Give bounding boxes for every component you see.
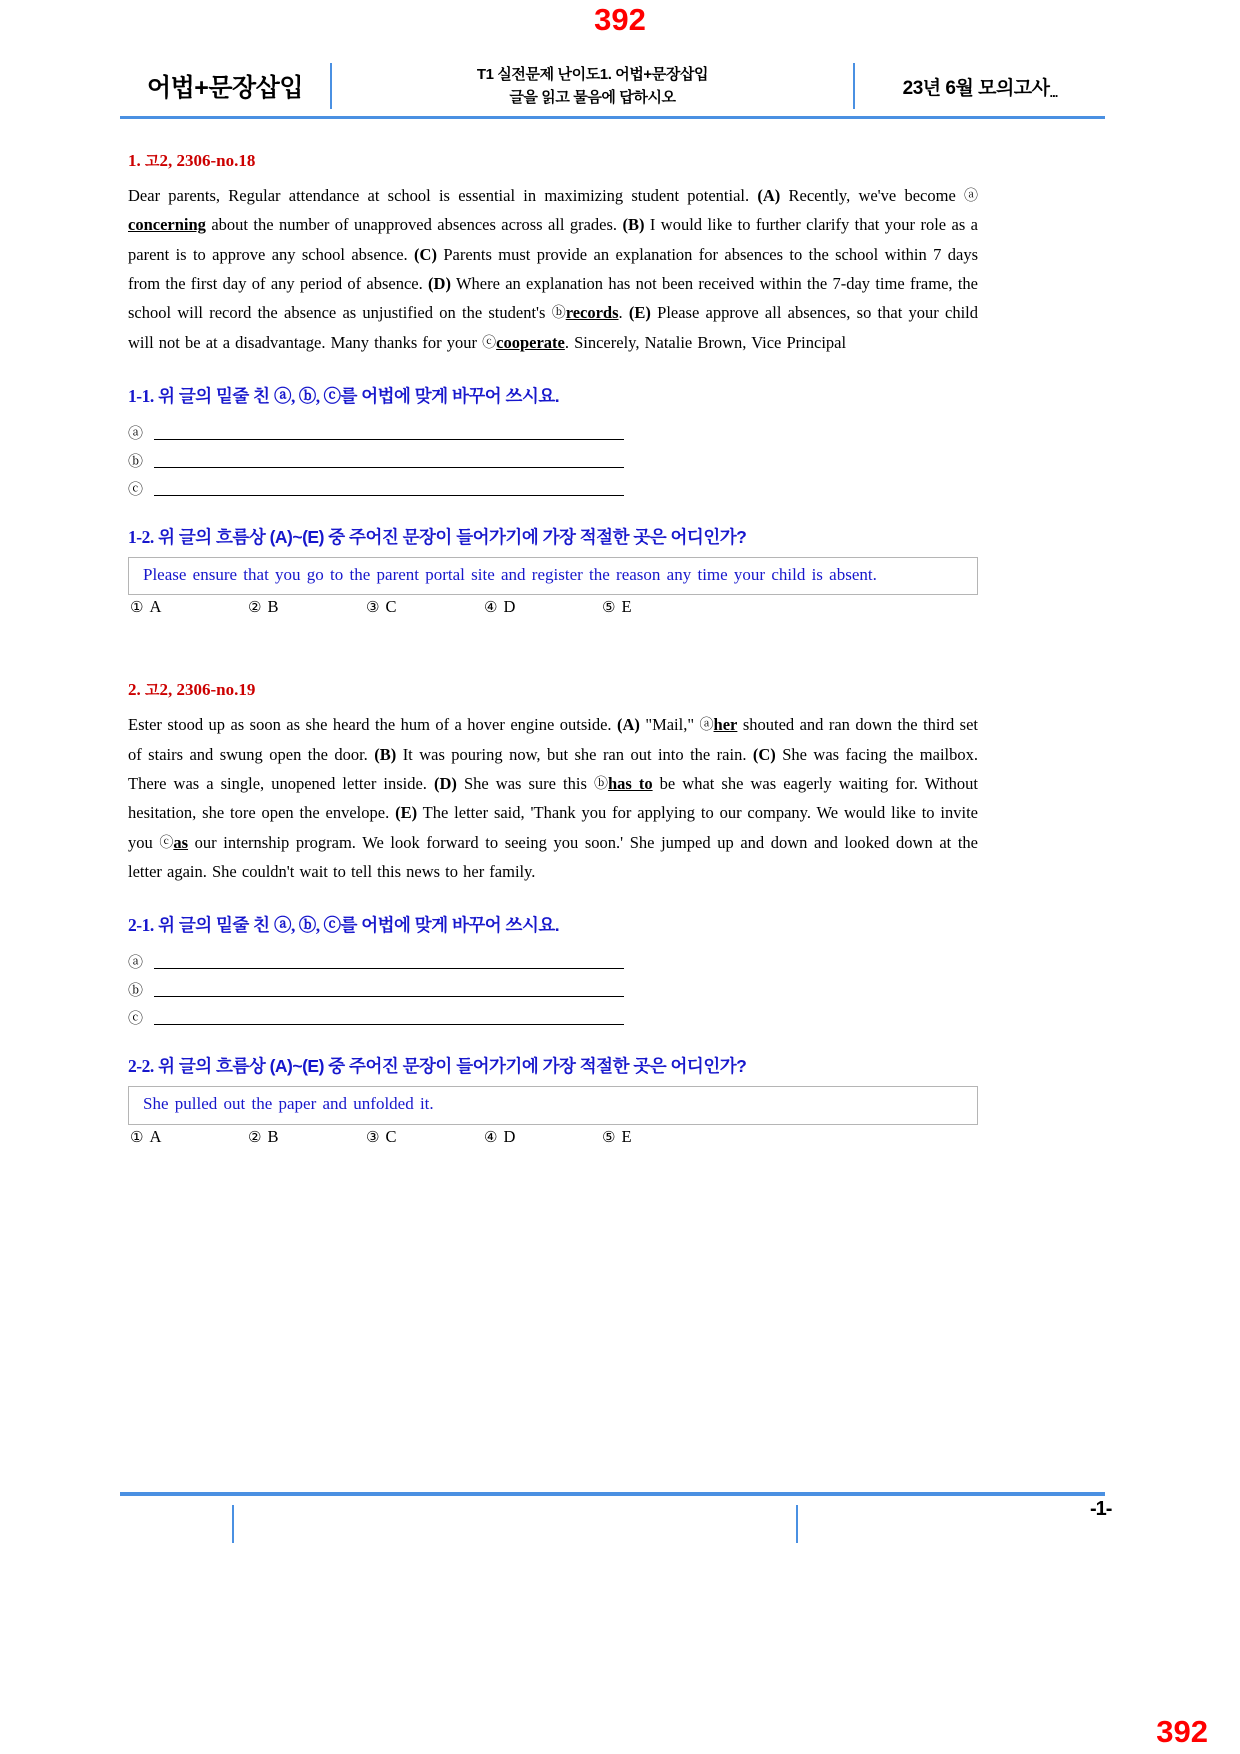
underlined-target: cooperate <box>496 332 565 352</box>
passage-text: It was pouring now, but she ran out into the rain. <box>396 744 753 764</box>
answer-blank-label: ⓒ <box>128 480 144 499</box>
passage-marker: (D) <box>434 774 457 793</box>
passage-marker: (A) <box>757 186 781 205</box>
circled-letter: ⓑ <box>551 305 566 322</box>
underlined-target: concerning <box>128 215 206 235</box>
top-page-marker: 392 <box>594 2 646 37</box>
answer-choice-label: C <box>385 1126 397 1146</box>
question-2-2-choices[interactable] <box>130 1127 978 1147</box>
question-spacer <box>128 617 978 679</box>
passage-marker: (B) <box>374 744 397 764</box>
answer-choice[interactable] <box>484 1127 602 1147</box>
circled-letter: ⓒ <box>482 334 497 351</box>
header-center-title <box>332 63 853 110</box>
passage-text: our internship program. We look forward to seeing you soon.' She jumped up and down and looked down at the letter again. She couldn't wait to tell this news to her family. <box>128 832 979 882</box>
answer-choice-number: ① <box>130 598 144 617</box>
question-2-1-text-b: 를 어법에 맞게 바꾸어 쓰시요. <box>340 915 560 936</box>
answer-choice[interactable] <box>366 597 484 617</box>
page-header <box>120 55 1105 117</box>
passage-text: Please approve all absences, so that your child will not be at a disadvantage. Many thanks for your <box>128 303 979 352</box>
question-1-2-prompt <box>128 524 978 549</box>
underlined-target: as <box>173 832 189 852</box>
bottom-page-marker: 392 <box>1156 1714 1208 1749</box>
passage-text: Recently, we've become <box>780 186 964 205</box>
question-2-1-number: 2-1. <box>128 915 154 936</box>
question-1-1-marks: ⓐ, ⓑ, ⓒ <box>273 386 341 407</box>
question-1-1-prompt <box>128 383 978 408</box>
underlined-target: has to <box>607 774 653 793</box>
answer-choice[interactable] <box>248 1127 366 1147</box>
answer-blank-row[interactable] <box>128 416 978 444</box>
question-1-2-text: 위 글의 흐름상 (A)~(E) 중 주어진 문장이 들어가기에 가장 적절한 곳은 어디인가? <box>153 527 747 548</box>
passage-marker: (C) <box>752 744 776 764</box>
question-1-1-text-b: 를 어법에 맞게 바꾸어 쓰시요. <box>340 386 560 407</box>
circled-letter: ⓒ <box>159 834 174 851</box>
answer-choice-number: ③ <box>366 598 380 617</box>
answer-blank-label: ⓒ <box>128 1009 144 1028</box>
answer-choice[interactable] <box>602 597 720 617</box>
answer-blank-line[interactable] <box>154 996 624 997</box>
answer-blank-line[interactable] <box>154 467 624 468</box>
circled-letter: ⓐ <box>699 717 714 734</box>
question-1-2-number: 1-2. <box>128 527 154 548</box>
circled-letter: ⓑ <box>593 776 608 792</box>
answer-choice[interactable] <box>248 597 366 617</box>
passage-marker: (B) <box>622 215 645 235</box>
underlined-target: her <box>713 715 738 735</box>
answer-blank-line[interactable] <box>154 495 624 496</box>
question-list <box>128 150 978 1147</box>
answer-choice-number: ⑤ <box>602 1127 616 1146</box>
question-1-number: 1. <box>128 151 141 170</box>
passage-marker: (E) <box>628 303 651 323</box>
question-block-1 <box>128 150 978 617</box>
header-center-line2: 글을 읽고 물음에 답하시오 <box>509 89 676 106</box>
answer-blank-line[interactable] <box>154 439 624 440</box>
question-2-passage <box>128 710 978 886</box>
passage-text: about the number of unapproved absences across all grades. <box>205 215 623 235</box>
question-2-number: 2. <box>128 680 141 700</box>
answer-choice-number: ② <box>248 598 262 617</box>
answer-choice-label: D <box>503 597 516 617</box>
answer-choice-number: ③ <box>366 1127 380 1146</box>
question-block-2 <box>128 679 978 1146</box>
answer-choice[interactable] <box>484 597 602 617</box>
passage-text: The letter said, 'Thank you for applying to our company. We would like to invite you <box>128 803 978 852</box>
passage-marker: (C) <box>414 244 437 264</box>
question-2-source-ko: 고 <box>145 682 160 700</box>
question-1-source-rest: 2, 2306-no.18 <box>159 151 256 170</box>
answer-choice-label: E <box>621 1126 632 1146</box>
answer-blank-row[interactable] <box>128 1001 978 1029</box>
passage-text: . <box>618 303 629 323</box>
underlined-target: records <box>565 303 619 323</box>
question-2-1-answer-lines <box>128 945 978 1029</box>
header-center-line1: T1 실전문제 난이도1. 어법+문장삽입 <box>476 65 709 83</box>
header-rule <box>120 116 1105 119</box>
question-2-2-text: 위 글의 흐름상 (A)~(E) 중 주어진 문장이 들어가기에 가장 적절한 곳은 어디인가? <box>153 1056 747 1077</box>
answer-choice[interactable] <box>130 1127 248 1147</box>
passage-text: Where an explanation has not been received within the 7-day time frame, the school will record the absence as unjustified on the student's <box>128 274 978 323</box>
answer-blank-label: ⓐ <box>128 424 144 443</box>
header-right-tail: ... <box>1049 84 1058 100</box>
question-2-2-number: 2-2. <box>128 1056 154 1077</box>
footer-rule <box>120 1492 1105 1496</box>
question-2-2-given-sentence: She pulled out the paper and unfolded it. <box>128 1086 978 1124</box>
passage-marker: (A) <box>616 715 640 735</box>
answer-choice-label: E <box>621 597 632 617</box>
question-1-1-answer-lines <box>128 416 978 500</box>
passage-text: She was facing the mailbox. There was a single, unopened letter inside. <box>128 744 978 793</box>
answer-blank-label: ⓐ <box>128 953 144 972</box>
answer-blank-line[interactable] <box>154 968 624 969</box>
header-left-title: 어법+문장삽입 <box>146 74 303 102</box>
header-right-title <box>855 73 1105 100</box>
answer-choice[interactable] <box>366 1127 484 1147</box>
question-2-source-rest: 2, 2306-no.19 <box>159 680 256 700</box>
question-1-2-given-sentence: Please ensure that you go to the parent portal site and register the reason any time your child is absent. <box>128 557 978 595</box>
footer-tick-left <box>232 1505 234 1543</box>
answer-blank-label: ⓑ <box>128 981 144 1000</box>
question-2-title <box>128 679 978 700</box>
question-1-passage <box>128 181 978 357</box>
passage-text: Ester stood up as soon as she heard the hum of a hover engine outside. <box>128 715 617 735</box>
answer-choice-number: ② <box>248 1127 262 1146</box>
question-2-1-text-a: 위 글의 밑줄 친 <box>153 915 274 936</box>
header-right-text: 23년 6월 모의고사 <box>902 77 1050 99</box>
passage-marker: (E) <box>395 803 418 823</box>
passage-text: She was sure this <box>456 774 594 793</box>
question-1-title <box>128 150 978 171</box>
question-1-2-choices[interactable] <box>130 597 978 617</box>
circled-letter: ⓐ <box>964 188 978 204</box>
passage-text: I would like to further clarify that your role as a parent is to approve any school absence. <box>128 215 978 264</box>
answer-choice-number: ④ <box>484 598 498 617</box>
answer-choice-label: C <box>385 597 397 617</box>
answer-choice-number: ① <box>130 1127 144 1146</box>
question-1-1-text-a: 위 글의 밑줄 친 <box>153 386 274 407</box>
answer-blank-line[interactable] <box>154 1024 624 1025</box>
passage-text: Parents must provide an explanation for absences to the school within 7 days from the first day of any period of absence. <box>128 244 978 294</box>
passage-marker: (D) <box>428 274 451 294</box>
question-1-1-number: 1-1. <box>128 386 154 407</box>
passage-text: be what she was eagerly waiting for. Without hesitation, she tore open the envelope. <box>128 774 979 823</box>
question-2-1-marks: ⓐ, ⓑ, ⓒ <box>273 915 341 936</box>
answer-choice-label: D <box>503 1126 516 1146</box>
passage-text: . Sincerely, Natalie Brown, Vice Principal <box>564 332 847 352</box>
answer-blank-row[interactable] <box>128 444 978 472</box>
passage-text: Dear parents, Regular attendance at school is essential in maximizing student potential. <box>128 186 758 205</box>
answer-choice[interactable] <box>130 597 248 617</box>
answer-blank-label: ⓑ <box>128 452 144 471</box>
answer-choice-label: B <box>267 1126 279 1146</box>
passage-text: shouted and ran down the third set of stairs and swung open the door. <box>128 715 979 764</box>
question-2-2-prompt <box>128 1053 978 1078</box>
footer-tick-right <box>796 1505 798 1543</box>
answer-choice-label: A <box>149 1126 162 1146</box>
answer-blank-row[interactable] <box>128 472 978 500</box>
answer-choice-label: A <box>149 597 162 617</box>
question-1-source-ko: 고 <box>145 153 160 170</box>
answer-choice[interactable] <box>602 1127 720 1147</box>
question-2-1-prompt <box>128 912 978 937</box>
answer-choice-number: ④ <box>484 1127 498 1146</box>
footer-page-number: -1- <box>1090 1498 1112 1520</box>
answer-blank-row[interactable] <box>128 973 978 1001</box>
answer-blank-row[interactable] <box>128 945 978 973</box>
answer-choice-number: ⑤ <box>602 598 616 617</box>
passage-text: "Mail," <box>639 715 700 735</box>
answer-choice-label: B <box>267 597 279 617</box>
